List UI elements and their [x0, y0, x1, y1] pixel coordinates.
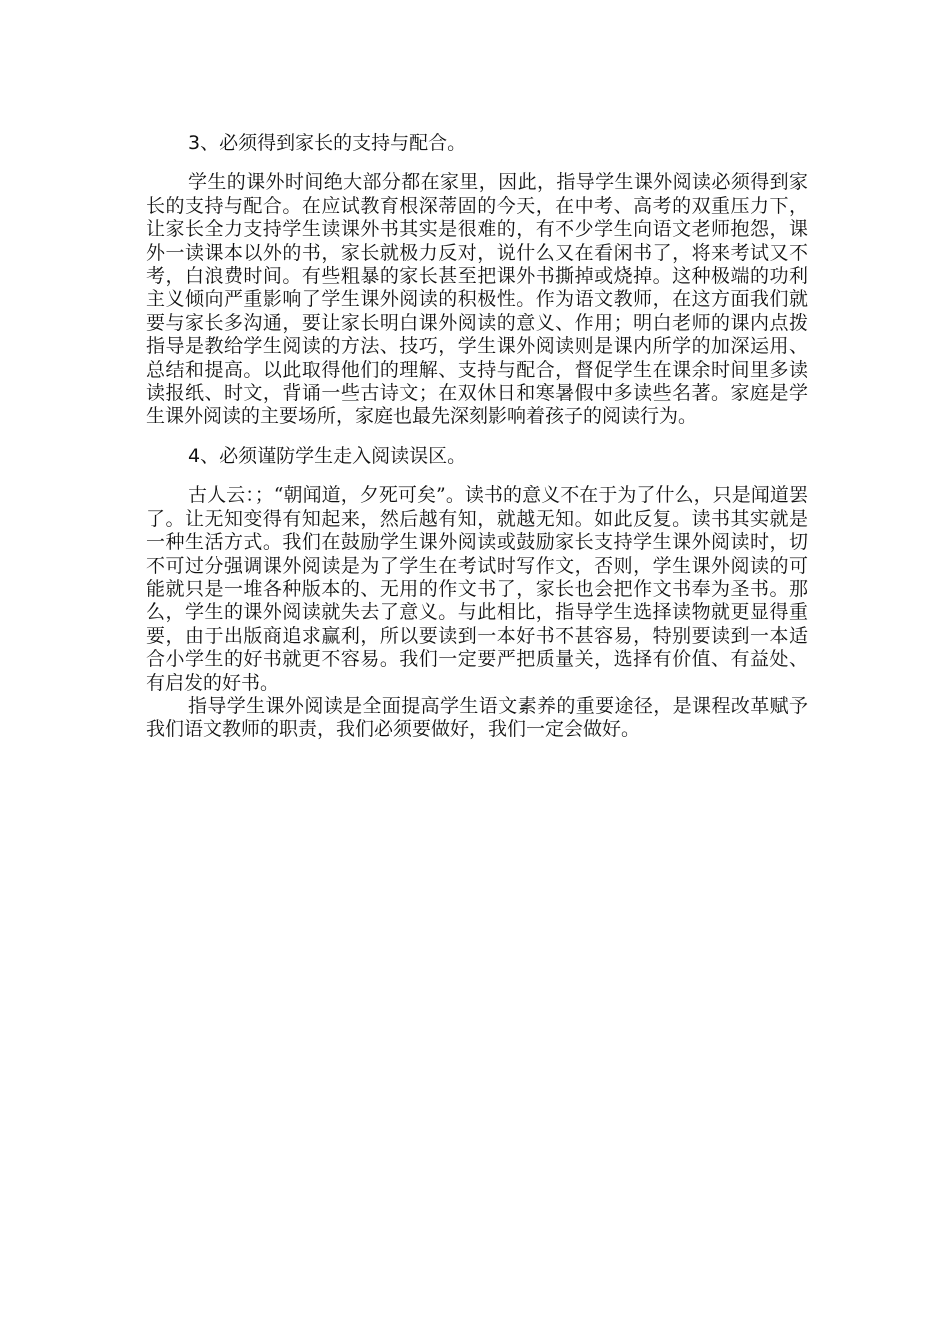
- paragraph-conclusion: 指导学生课外阅读是全面提高学生语文素养的重要途径，是课程改革赋予我们语文教师的职责，我们必须要做好，我们一定会做好。: [146, 694, 808, 741]
- paragraph-parent-support: 学生的课外时间绝大部分都在家里，因此，指导学生课外阅读必须得到家长的支持与配合。在应试教育根深蒂固的今天，在中考、高考的双重压力下，让家长全力支持学生读课外书其实是很难的，有不少学生向语文老师抱怨，课外一读课本以外的书，家长就极力反对，说什么又在看闲书了，将来考试又不考，白浪费时间。有些粗暴的家长甚至把课外书撕掉或烧掉。这种极端的功利主义倾向严重影响了学生课外阅读的积极性。作为语文教师，在这方面我们就要与家长多沟通，要让家长明白课外阅读的意义、作用；明白老师的课内点拨指导是教给学生阅读的方法、技巧，学生课外阅读则是课内所学的加深运用、总结和提高。以此取得他们的理解、支持与配合，督促学生在课余时间里多读读报纸、时文，背诵一些古诗文；在双休日和寒暑假中多读些名著。家庭是学生课外阅读的主要场所，家庭也最先深刻影响着孩子的阅读行为。: [146, 171, 808, 428]
- document-page: [146, 132, 808, 758]
- section-heading-3: 3、必须得到家长的支持与配合。: [188, 132, 467, 154]
- section-heading-4: 4、必须谨防学生走入阅读误区。: [188, 444, 467, 467]
- paragraph-reading-misconceptions: 古人云：；“朝闻道，夕死可矣”。读书的意义不在于为了什么，只是闻道罢了。让无知变得有知起来，然后越有知，就越无知。如此反复。读书其实就是一种生活方式。我们在鼓励学生课外阅读或鼓励家长支持学生课外阅读时，切不可过分强调课外阅读是为了学生在考试时写作文，否则，学生课外阅读的可能就只是一堆各种版本的、无用的作文书了，家长也会把作文书奉为圣书。那么，学生的课外阅读就失去了意义。与此相比，指导学生选择读物就更显得重要，由于出版商追求赢利，所以要读到一本好书不甚容易，特别要读到一本适合小学生的好书就更不容易。我们一定要严把质量关，选择有价值、有益处、有启发的好书。: [146, 484, 808, 694]
